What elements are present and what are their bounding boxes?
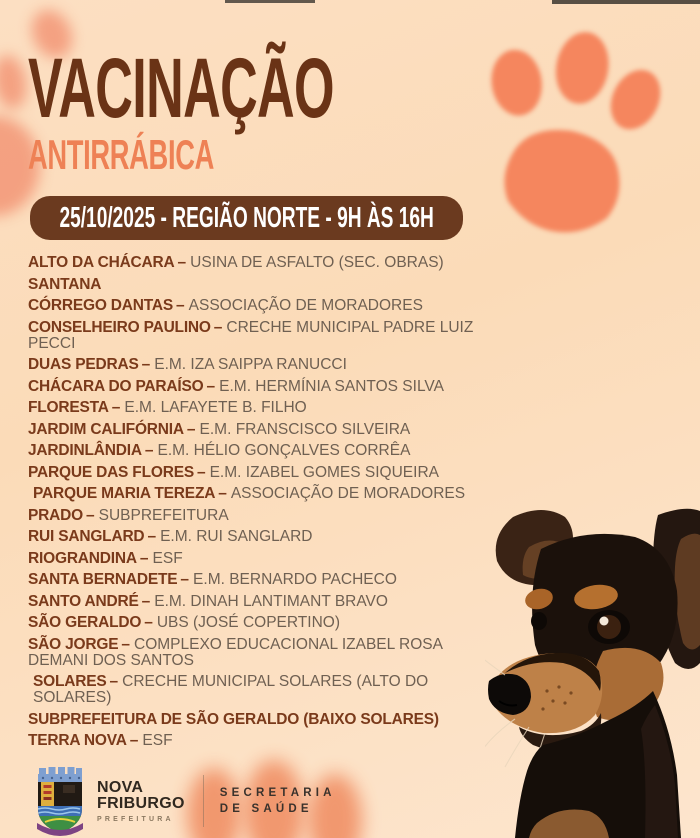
list-item — [28, 615, 488, 631]
locations-list — [28, 255, 488, 755]
separator-dash: – — [129, 732, 139, 749]
divider — [203, 775, 204, 827]
poster-subtitle: ANTIRRÁBICA — [28, 131, 215, 178]
separator-dash: – — [180, 571, 190, 588]
list-item — [28, 637, 488, 669]
top-edge-line — [552, 0, 700, 4]
location-name: ALTO DA CHÁCARA — [28, 254, 175, 271]
list-item — [28, 277, 488, 293]
health-secretariat-label — [220, 785, 336, 817]
separator-dash: – — [144, 614, 153, 631]
separator-dash: – — [213, 318, 223, 336]
location-venue: E.M. DINAH LANTIMANT BRAVO — [154, 592, 388, 610]
separator-dash: – — [218, 485, 227, 502]
secretariat-line2: DE SAÚDE — [219, 803, 313, 815]
location-name: SANTA BERNADETE — [28, 571, 178, 588]
list-item — [28, 508, 488, 524]
location-venue: ESF — [142, 732, 173, 749]
separator-dash: – — [176, 297, 185, 314]
list-item — [28, 255, 488, 271]
separator-dash: – — [177, 254, 187, 271]
event-banner — [30, 196, 463, 240]
location-name: SOLARES — [33, 673, 107, 690]
location-name: TERRA NOVA — [28, 732, 127, 749]
location-name: JARDIM CALIFÓRNIA — [28, 420, 184, 438]
location-name: CÓRREGO DANTAS — [28, 297, 174, 314]
dog-photo — [485, 505, 700, 838]
location-name: SANTO ANDRÉ — [28, 592, 139, 610]
location-name: PARQUE MARIA TEREZA — [33, 485, 216, 502]
list-item — [28, 400, 488, 416]
location-name: DUAS PEDRAS — [28, 356, 139, 373]
separator-dash: – — [139, 549, 149, 567]
location-venue: CRECHE MUNICIPAL PADRE LUIZ PECCI — [28, 318, 474, 352]
location-name: CHÁCARA DO PARAÍSO — [28, 377, 204, 395]
separator-dash: – — [109, 673, 119, 690]
footer — [33, 765, 336, 837]
city-name-line2: FRIBURGO — [97, 794, 185, 812]
list-item — [28, 320, 488, 352]
separator-dash: – — [147, 528, 157, 545]
list-item — [28, 733, 488, 749]
list-item — [28, 465, 488, 481]
secretariat-line1: SECRETARIA — [219, 787, 336, 799]
location-name: SÃO JORGE — [28, 635, 119, 653]
mural-crown-icon — [38, 767, 82, 782]
separator-dash: – — [111, 399, 121, 416]
location-name: FLORESTA — [28, 399, 109, 416]
list-item — [28, 572, 488, 588]
location-name: RIOGRANDINA — [28, 549, 137, 567]
location-venue: UBS (JOSÉ COPERTINO) — [156, 614, 340, 631]
separator-dash: – — [121, 635, 130, 653]
list-item — [28, 712, 488, 728]
paw-icon — [470, 28, 685, 248]
separator-dash: – — [85, 506, 95, 524]
location-venue: E.M. BERNARDO PACHECO — [193, 571, 397, 588]
location-name: PARQUE DAS FLORES — [28, 463, 194, 481]
separator-dash: – — [144, 442, 154, 459]
location-name: PRADO — [28, 506, 83, 524]
separator-dash: – — [196, 463, 206, 481]
location-venue: COMPLEXO EDUCACIONAL IZABEL ROSA DEMANI DOS SANTOS — [28, 635, 443, 669]
list-item — [28, 551, 488, 567]
nova-friburgo-coat-of-arms — [33, 765, 87, 837]
location-name: CONSELHEIRO PAULINO — [28, 318, 211, 336]
list-item — [28, 357, 488, 373]
prefeitura-logo-text — [97, 780, 185, 823]
location-name: JARDINLÂNDIA — [28, 442, 142, 459]
list-item — [28, 674, 488, 706]
location-venue: SUBPREFEITURA — [98, 506, 229, 524]
location-venue: ASSOCIAÇÃO DE MORADORES — [188, 297, 423, 314]
location-name: RUI SANGLARD — [28, 528, 145, 545]
location-venue: E.M. IZA SAIPPA RANUCCI — [154, 356, 347, 373]
location-venue: E.M. HÉLIO GONÇALVES CORRÊA — [157, 442, 411, 459]
top-edge-line — [225, 0, 315, 3]
location-name: SUBPREFEITURA DE SÃO GERALDO (BAIXO SOLARES) — [28, 710, 439, 728]
event-banner-text: 25/10/2025 - REGIÃO NORTE - 9H ÀS 16H — [59, 201, 434, 234]
city-name-line1: NOVA — [97, 778, 144, 796]
location-venue: E.M. LAFAYETE B. FILHO — [124, 399, 307, 416]
location-venue: ESF — [152, 549, 183, 567]
list-item — [28, 379, 488, 395]
list-item — [28, 529, 488, 545]
separator-dash: – — [206, 377, 216, 395]
location-venue: E.M. IZABEL GOMES SIQUEIRA — [209, 463, 439, 481]
location-venue: CRECHE MUNICIPAL SOLARES (ALTO DO SOLARES) — [33, 673, 429, 706]
list-item — [28, 443, 488, 459]
city-tagline: PREFEITURA — [97, 815, 174, 823]
location-venue: E.M. HERMÍNIA SANTOS SILVA — [219, 377, 444, 395]
list-item — [28, 422, 488, 438]
location-venue: E.M. RUI SANGLARD — [160, 528, 313, 545]
separator-dash: – — [141, 592, 151, 610]
location-venue: ASSOCIAÇÃO DE MORADORES — [230, 485, 466, 502]
poster-title: VACINAÇÃO — [28, 41, 334, 135]
location-venue: USINA DE ASFALTO (SEC. OBRAS) — [190, 254, 444, 271]
separator-dash: – — [186, 420, 196, 438]
separator-dash: – — [141, 356, 151, 373]
location-name: SÃO GERALDO — [28, 614, 142, 631]
location-venue: E.M. FRANSCISCO SILVEIRA — [199, 420, 411, 438]
list-item — [28, 594, 488, 610]
list-item — [28, 298, 488, 314]
location-name: SANTANA — [28, 275, 102, 293]
list-item — [28, 486, 488, 502]
